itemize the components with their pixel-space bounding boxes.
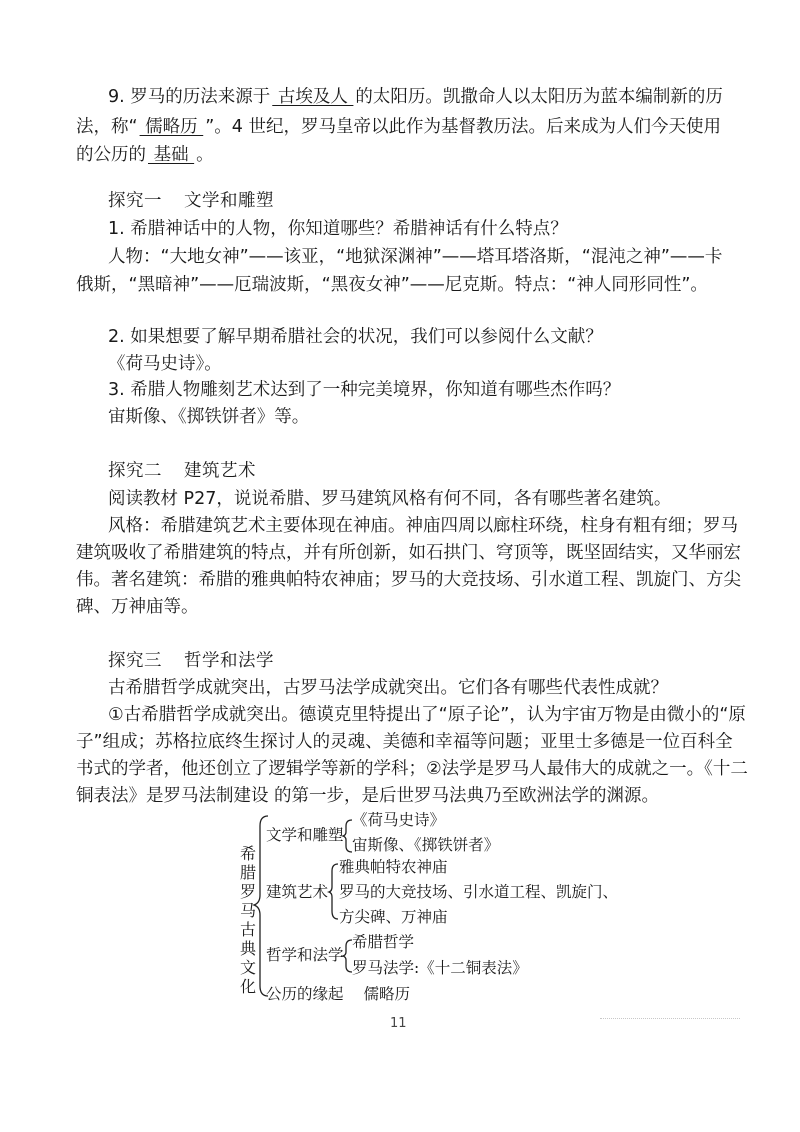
mindmap-item-obelisk: 方尖碑、万神庙 [339,908,448,926]
section3-title: 哲学和法学 [184,651,274,671]
mindmap-branch-calendar-label: 公历的缘起 [266,985,344,1003]
section1-q1: 1. 希腊神话中的人物，你知道哪些？希腊神话有什么特点？ [108,219,568,239]
q9-text: 。 [196,145,214,165]
section3-answer-line1: ①古希腊哲学成就突出。德谟克里特提出了“原子论”，认为宇宙万物是由微小的“原 [108,705,746,725]
q9-text: 的太阳历。凯撒命人以太阳历为蓝本编制新的历 [355,87,723,107]
branch3-brace [343,940,352,972]
q9-blank-julian: 儒略历 [139,117,204,137]
q9-text: 的公历的 [76,145,146,165]
q9-blank-egypt: 古埃及人 [272,87,354,107]
section3-answer-line3: 书式的学者，他还创立了逻辑学等新的学科；②法学是罗马人最伟大的成就之一。《十二 [76,759,748,779]
branch1-brace [343,820,352,852]
mindmap-item-zeus: 宙斯像、《掷铁饼者》 [352,836,500,854]
q9-text: ”。4 世纪，罗马皇帝以此作为基督教历法。后来成为人们今天使用 [205,117,721,137]
section1-a2: 《荷马史诗》。 [108,354,222,374]
mindmap-item-homer: 《荷马史诗》 [352,811,446,829]
section3-answer-line4: 铜表法》是罗马法制建设 的第一步，是后世罗马法典乃至欧洲法学的渊源。 [76,786,660,806]
mindmap-branch-architecture: 建筑艺术 [266,883,329,901]
mindmap-item-colosseum: 罗马的大竞技场、引水道工程、凯旋门、 [339,883,619,901]
section2-answer-line3: 伟。著名建筑：希腊的雅典帕特农神庙；罗马的大竞技场、引水道工程、凯旋门、方尖 [76,570,741,590]
section2-answer-line1: 风格：希腊建筑艺术主要体现在神庙。神庙四周以廊柱环绕，柱身有粗有细；罗马 [108,516,738,536]
section1-a1-line1: 人物：“大地女神”——该亚，“地狱深渊神”——塔耳塔洛斯，“混沌之神”——卡 [108,247,723,267]
q9-text: 9. 罗马的历法来源于 [108,87,271,107]
section2-answer-line4: 碑、万神庙等。 [76,597,199,617]
faint-footer-mark [600,1018,740,1025]
section1-a3: 宙斯像、《掷铁饼者》等。 [108,407,310,427]
section2-answer-line2: 建筑吸收了希腊建筑的特点，并有所创新，如石拱门、穹顶等，既坚固结实，又华丽宏 [76,543,741,563]
section1-q3: 3. 希腊人物雕刻艺术达到了一种完美境界，你知道有哪些杰作吗？ [108,380,621,400]
section1-label: 探究一 [108,191,162,211]
mindmap-branch-calendar [266,984,410,1004]
section2-label: 探究二 [108,461,162,481]
section1-a1-line2: 俄斯，“黑暗神”——厄瑞波斯，“黑夜女神”——尼克斯。特点：“神人同形同性”。 [76,275,708,295]
section2-title: 建筑艺术 [184,461,256,481]
section3-answer-line2: 子”组成；苏格拉底终生探讨人的灵魂、美德和幸福等问题；亚里士多德是一位百科全 [76,732,733,752]
section2-question: 阅读教材 P27，说说希腊、罗马建筑风格有何不同，各有哪些著名建筑。 [108,489,672,509]
section3-question: 古希腊哲学成就突出，古罗马法学成就突出。它们各有哪些代表性成就？ [108,678,668,698]
mindmap-item-roman-law: 罗马法学:《十二铜表法》 [352,959,528,977]
mindmap-branch-literature: 文学和雕塑 [266,826,344,844]
page-number: 11 [390,1016,407,1031]
q9-blank-basis: 基础 [148,145,195,165]
section3-label: 探究三 [108,651,162,671]
mindmap-item-julian: 儒略历 [363,985,411,1003]
mindmap-item-parthenon: 雅典帕特农神庙 [339,858,448,876]
mindmap-branch-philosophy: 哲学和法学 [266,946,344,964]
section1-q2: 2. 如果想要了解早期希腊社会的状况，我们可以参阅什么文献？ [108,327,603,347]
section1-title: 文学和雕塑 [184,191,274,211]
branch2-brace [329,864,338,919]
mindmap-item-greek-philosophy: 希腊哲学 [352,933,415,951]
q9-text: 法，称“ [76,117,138,137]
mindmap-title: 希腊罗马古典文化 [239,844,256,996]
